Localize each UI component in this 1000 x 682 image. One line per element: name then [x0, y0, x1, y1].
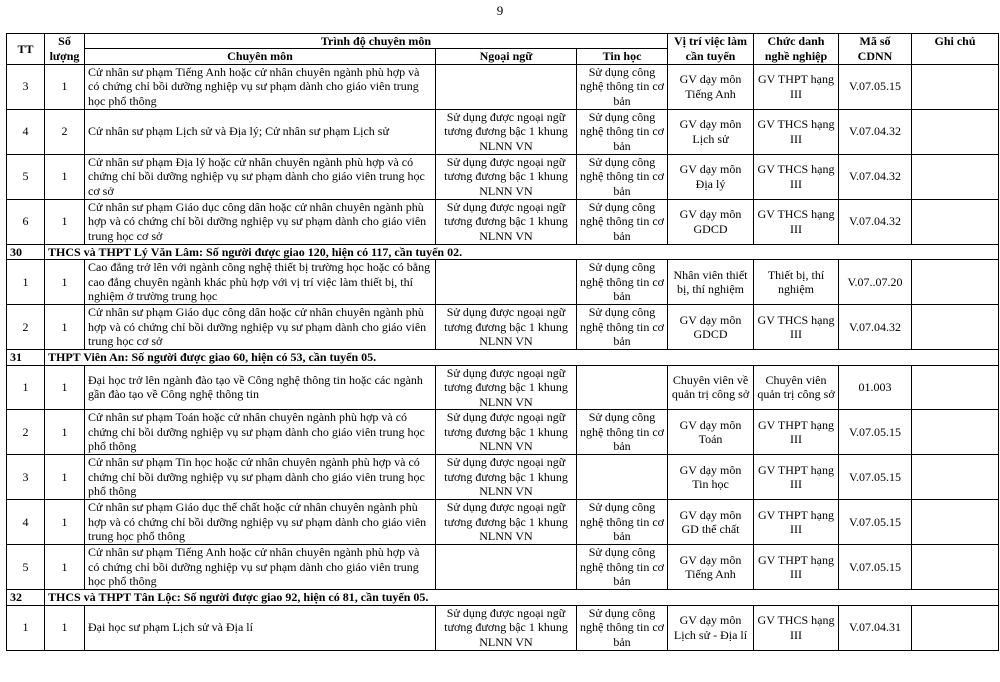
cell-chuc-danh: GV THCS hạng III	[754, 305, 839, 350]
cell-tt: 3	[7, 64, 45, 109]
cell-vi-tri: GV dạy môn Toán	[668, 410, 754, 455]
cell-chuc-danh: GV THPT hạng III	[754, 500, 839, 545]
cell-chuyen-mon: Cử nhân sư phạm Tiếng Anh hoặc cử nhân chuyên ngành phù hợp và có chứng chỉ bồi dưỡng nghiệp vụ sư phạm dành cho giáo viên trung học phổ thông	[85, 545, 436, 590]
group-row	[7, 244, 999, 260]
cell-ma-so: V.07.04.32	[839, 199, 912, 244]
cell-chuyen-mon: Cử nhân sư phạm Tiếng Anh hoặc cử nhân chuyên ngành phù hợp và có chứng chỉ bồi dưỡng nghiệp vụ sư phạm dành cho giáo viên trung học phổ thông	[85, 64, 436, 109]
cell-tin-hoc: Sử dụng công nghệ thông tin cơ bản	[577, 545, 668, 590]
header-ghi-chu: Ghi chú	[912, 34, 999, 65]
table-row	[7, 365, 999, 410]
cell-vi-tri: Chuyên viên về quản trị công sở	[668, 365, 754, 410]
table-row	[7, 199, 999, 244]
cell-so-luong: 1	[45, 199, 85, 244]
cell-vi-tri: GV dạy môn Tiếng Anh	[668, 64, 754, 109]
group-row	[7, 590, 999, 606]
cell-so-luong: 2	[45, 109, 85, 154]
table-row	[7, 109, 999, 154]
cell-ma-so: V.07.05.15	[839, 500, 912, 545]
cell-ma-so: V.07.04.31	[839, 605, 912, 650]
cell-chuc-danh: GV THCS hạng III	[754, 605, 839, 650]
cell-tt: 5	[7, 154, 45, 199]
cell-ghi-chu	[912, 199, 999, 244]
cell-ghi-chu	[912, 410, 999, 455]
cell-ghi-chu	[912, 365, 999, 410]
cell-vi-tri: GV dạy môn Địa lý	[668, 154, 754, 199]
cell-chuc-danh: Thiết bị, thí nghiệm	[754, 260, 839, 305]
cell-tin-hoc	[577, 455, 668, 500]
cell-ghi-chu	[912, 305, 999, 350]
cell-vi-tri: GV dạy môn Tin học	[668, 455, 754, 500]
cell-ma-so: 01.003	[839, 365, 912, 410]
header-so-luong: Số lượng	[45, 34, 85, 65]
cell-so-luong: 1	[45, 500, 85, 545]
cell-ghi-chu	[912, 260, 999, 305]
cell-vi-tri: Nhân viên thiết bị, thí nghiệm	[668, 260, 754, 305]
cell-chuyen-mon: Cử nhân sư phạm Tin học hoặc cử nhân chuyên ngành phù hợp và có chứng chỉ bồi dưỡng nghiệp vụ sư phạm dành cho giáo viên trung học phổ thông	[85, 455, 436, 500]
cell-so-luong: 1	[45, 410, 85, 455]
cell-ghi-chu	[912, 545, 999, 590]
cell-so-luong: 1	[45, 365, 85, 410]
cell-vi-tri: GV dạy môn GD thể chất	[668, 500, 754, 545]
cell-chuyen-mon: Cử nhân sư phạm Toán hoặc cử nhân chuyên ngành phù hợp và có chứng chỉ bồi dưỡng nghiệp vụ sư phạm dành cho giáo viên trung học phổ thông	[85, 410, 436, 455]
header-ma-so: Mã số CDNN	[839, 34, 912, 65]
cell-tin-hoc: Sử dụng công nghệ thông tin cơ bản	[577, 410, 668, 455]
cell-so-luong: 1	[45, 605, 85, 650]
cell-tt: 2	[7, 305, 45, 350]
cell-chuyen-mon: Đại học trở lên ngành đào tạo về Công nghệ thông tin hoặc các ngành gần đào tạo về Công nghệ thông tin	[85, 365, 436, 410]
cell-ghi-chu	[912, 64, 999, 109]
cell-tt: 3	[7, 455, 45, 500]
table-row	[7, 64, 999, 109]
header-ngoai-ngu: Ngoại ngữ	[436, 49, 577, 65]
recruitment-table	[6, 33, 999, 651]
cell-chuyen-mon: Cử nhân sư phạm Giáo dục công dân hoặc cử nhân chuyên ngành phù hợp và có chứng chỉ bồi dưỡng nghiệp vụ sư phạm dành cho giáo viên trung học cơ sở	[85, 199, 436, 244]
table-row	[7, 410, 999, 455]
cell-ma-so: V.07.05.15	[839, 545, 912, 590]
header-chuyen-mon: Chuyên môn	[85, 49, 436, 65]
cell-ngoai-ngu: Sử dụng được ngoại ngữ tương đương bậc 1 khung NLNN VN	[436, 154, 577, 199]
cell-tt: 6	[7, 199, 45, 244]
header-row-1	[7, 34, 999, 49]
cell-chuyen-mon: Cử nhân sư phạm Địa lý hoặc cử nhân chuyên ngành phù hợp và có chứng chỉ bồi dưỡng nghiệp vụ sư phạm dành cho giáo viên trung học cơ sở	[85, 154, 436, 199]
cell-chuc-danh: GV THCS hạng III	[754, 154, 839, 199]
cell-tt: 1	[7, 365, 45, 410]
cell-chuc-danh: GV THPT hạng III	[754, 410, 839, 455]
cell-tin-hoc: Sử dụng công nghệ thông tin cơ bản	[577, 109, 668, 154]
cell-tin-hoc	[577, 365, 668, 410]
table-row	[7, 154, 999, 199]
cell-vi-tri: GV dạy môn GDCD	[668, 305, 754, 350]
cell-tin-hoc: Sử dụng công nghệ thông tin cơ bản	[577, 199, 668, 244]
page-number: 9	[496, 3, 504, 18]
cell-ghi-chu	[912, 455, 999, 500]
cell-ngoai-ngu	[436, 260, 577, 305]
cell-chuc-danh: GV THCS hạng III	[754, 199, 839, 244]
cell-chuc-danh: Chuyên viên quản trị công sở	[754, 365, 839, 410]
cell-so-luong: 1	[45, 154, 85, 199]
cell-ghi-chu	[912, 154, 999, 199]
table-row	[7, 305, 999, 350]
cell-tin-hoc: Sử dụng công nghệ thông tin cơ bản	[577, 500, 668, 545]
cell-ma-so: V.07.05.15	[839, 410, 912, 455]
cell-so-luong: 1	[45, 305, 85, 350]
cell-tt: 4	[7, 500, 45, 545]
group-number: 30	[7, 244, 45, 260]
cell-so-luong: 1	[45, 545, 85, 590]
group-title: THCS và THPT Tân Lộc: Số người được giao 92, hiện có 81, cần tuyển 05.	[45, 590, 999, 606]
cell-ma-so: V.07.04.32	[839, 154, 912, 199]
cell-tin-hoc: Sử dụng công nghệ thông tin cơ bản	[577, 605, 668, 650]
cell-chuyen-mon: Cử nhân sư phạm Lịch sử và Địa lý; Cử nhân sư phạm Lịch sử	[85, 109, 436, 154]
cell-so-luong: 1	[45, 260, 85, 305]
cell-ma-so: V.07.05.15	[839, 64, 912, 109]
cell-tt: 1	[7, 605, 45, 650]
table-row	[7, 500, 999, 545]
cell-ngoai-ngu: Sử dụng được ngoại ngữ tương đương bậc 1 khung NLNN VN	[436, 365, 577, 410]
table-row	[7, 605, 999, 650]
table-row	[7, 260, 999, 305]
cell-vi-tri: GV dạy môn Lịch sử	[668, 109, 754, 154]
cell-ngoai-ngu: Sử dụng được ngoại ngữ tương đương bậc 1 khung NLNN VN	[436, 109, 577, 154]
group-title: THPT Viên An: Số người được giao 60, hiện có 53, cần tuyển 05.	[45, 350, 999, 366]
cell-vi-tri: GV dạy môn Tiếng Anh	[668, 545, 754, 590]
group-number: 31	[7, 350, 45, 366]
cell-chuc-danh: GV THCS hạng III	[754, 109, 839, 154]
table-row	[7, 455, 999, 500]
cell-chuyen-mon: Cử nhân sư phạm Giáo dục công dân hoặc cử nhân chuyên ngành phù hợp và có chứng chỉ bồi dưỡng nghiệp vụ sư phạm dành cho giáo viên trung học cơ sở	[85, 305, 436, 350]
group-row	[7, 350, 999, 366]
cell-ghi-chu	[912, 605, 999, 650]
cell-ngoai-ngu: Sử dụng được ngoại ngữ tương đương bậc 1 khung NLNN VN	[436, 500, 577, 545]
cell-ngoai-ngu: Sử dụng được ngoại ngữ tương đương bậc 1 khung NLNN VN	[436, 605, 577, 650]
cell-ngoai-ngu	[436, 545, 577, 590]
cell-chuc-danh: GV THPT hạng III	[754, 64, 839, 109]
cell-tt: 4	[7, 109, 45, 154]
cell-ngoai-ngu	[436, 64, 577, 109]
header-tin-hoc: Tin học	[577, 49, 668, 65]
cell-ghi-chu	[912, 500, 999, 545]
table-row	[7, 545, 999, 590]
cell-tt: 1	[7, 260, 45, 305]
header-vi-tri: Vị trí việc làm cần tuyển	[668, 34, 754, 65]
cell-ma-so: V.07.05.15	[839, 455, 912, 500]
group-title: THCS và THPT Lý Văn Lâm: Số người được giao 120, hiện có 117, cần tuyển 02.	[45, 244, 999, 260]
group-number: 32	[7, 590, 45, 606]
cell-tin-hoc: Sử dụng công nghệ thông tin cơ bản	[577, 64, 668, 109]
cell-ngoai-ngu: Sử dụng được ngoại ngữ tương đương bậc 1 khung NLNN VN	[436, 199, 577, 244]
header-chuc-danh: Chức danh nghề nghiệp	[754, 34, 839, 65]
cell-tt: 5	[7, 545, 45, 590]
cell-ma-so: V.07.04.32	[839, 109, 912, 154]
header-trinh-do: Trình độ chuyên môn	[85, 34, 668, 49]
cell-ma-so: V.07..07.20	[839, 260, 912, 305]
cell-vi-tri: GV dạy môn GDCD	[668, 199, 754, 244]
cell-chuyen-mon: Cao đẳng trở lên với ngành công nghệ thiết bị trường học hoặc có bằng cao đẳng chuyên ngành khác phù hợp với vị trí việc làm thiết bị, thí nghiệm ở trường trung học	[85, 260, 436, 305]
cell-tin-hoc: Sử dụng công nghệ thông tin cơ bản	[577, 260, 668, 305]
cell-tt: 2	[7, 410, 45, 455]
cell-chuyen-mon: Cử nhân sư phạm Giáo dục thể chất hoặc cử nhân chuyên ngành phù hợp và có chứng chỉ bồi dưỡng nghiệp vụ sư phạm dành cho giáo viên trung học phổ thông	[85, 500, 436, 545]
cell-so-luong: 1	[45, 64, 85, 109]
cell-chuyen-mon: Đại học sư phạm Lịch sử và Địa lí	[85, 605, 436, 650]
cell-ngoai-ngu: Sử dụng được ngoại ngữ tương đương bậc 1 khung NLNN VN	[436, 410, 577, 455]
cell-tin-hoc: Sử dụng công nghệ thông tin cơ bản	[577, 154, 668, 199]
cell-ngoai-ngu: Sử dụng được ngoại ngữ tương đương bậc 1 khung NLNN VN	[436, 305, 577, 350]
header-tt: TT	[7, 34, 45, 65]
cell-chuc-danh: GV THPT hạng III	[754, 545, 839, 590]
cell-ghi-chu	[912, 109, 999, 154]
cell-chuc-danh: GV THPT hạng III	[754, 455, 839, 500]
cell-ngoai-ngu: Sử dụng được ngoại ngữ tương đương bậc 1 khung NLNN VN	[436, 455, 577, 500]
cell-so-luong: 1	[45, 455, 85, 500]
cell-tin-hoc: Sử dụng công nghệ thông tin cơ bản	[577, 305, 668, 350]
cell-ma-so: V.07.04.32	[839, 305, 912, 350]
cell-vi-tri: GV dạy môn Lịch sử - Địa lí	[668, 605, 754, 650]
